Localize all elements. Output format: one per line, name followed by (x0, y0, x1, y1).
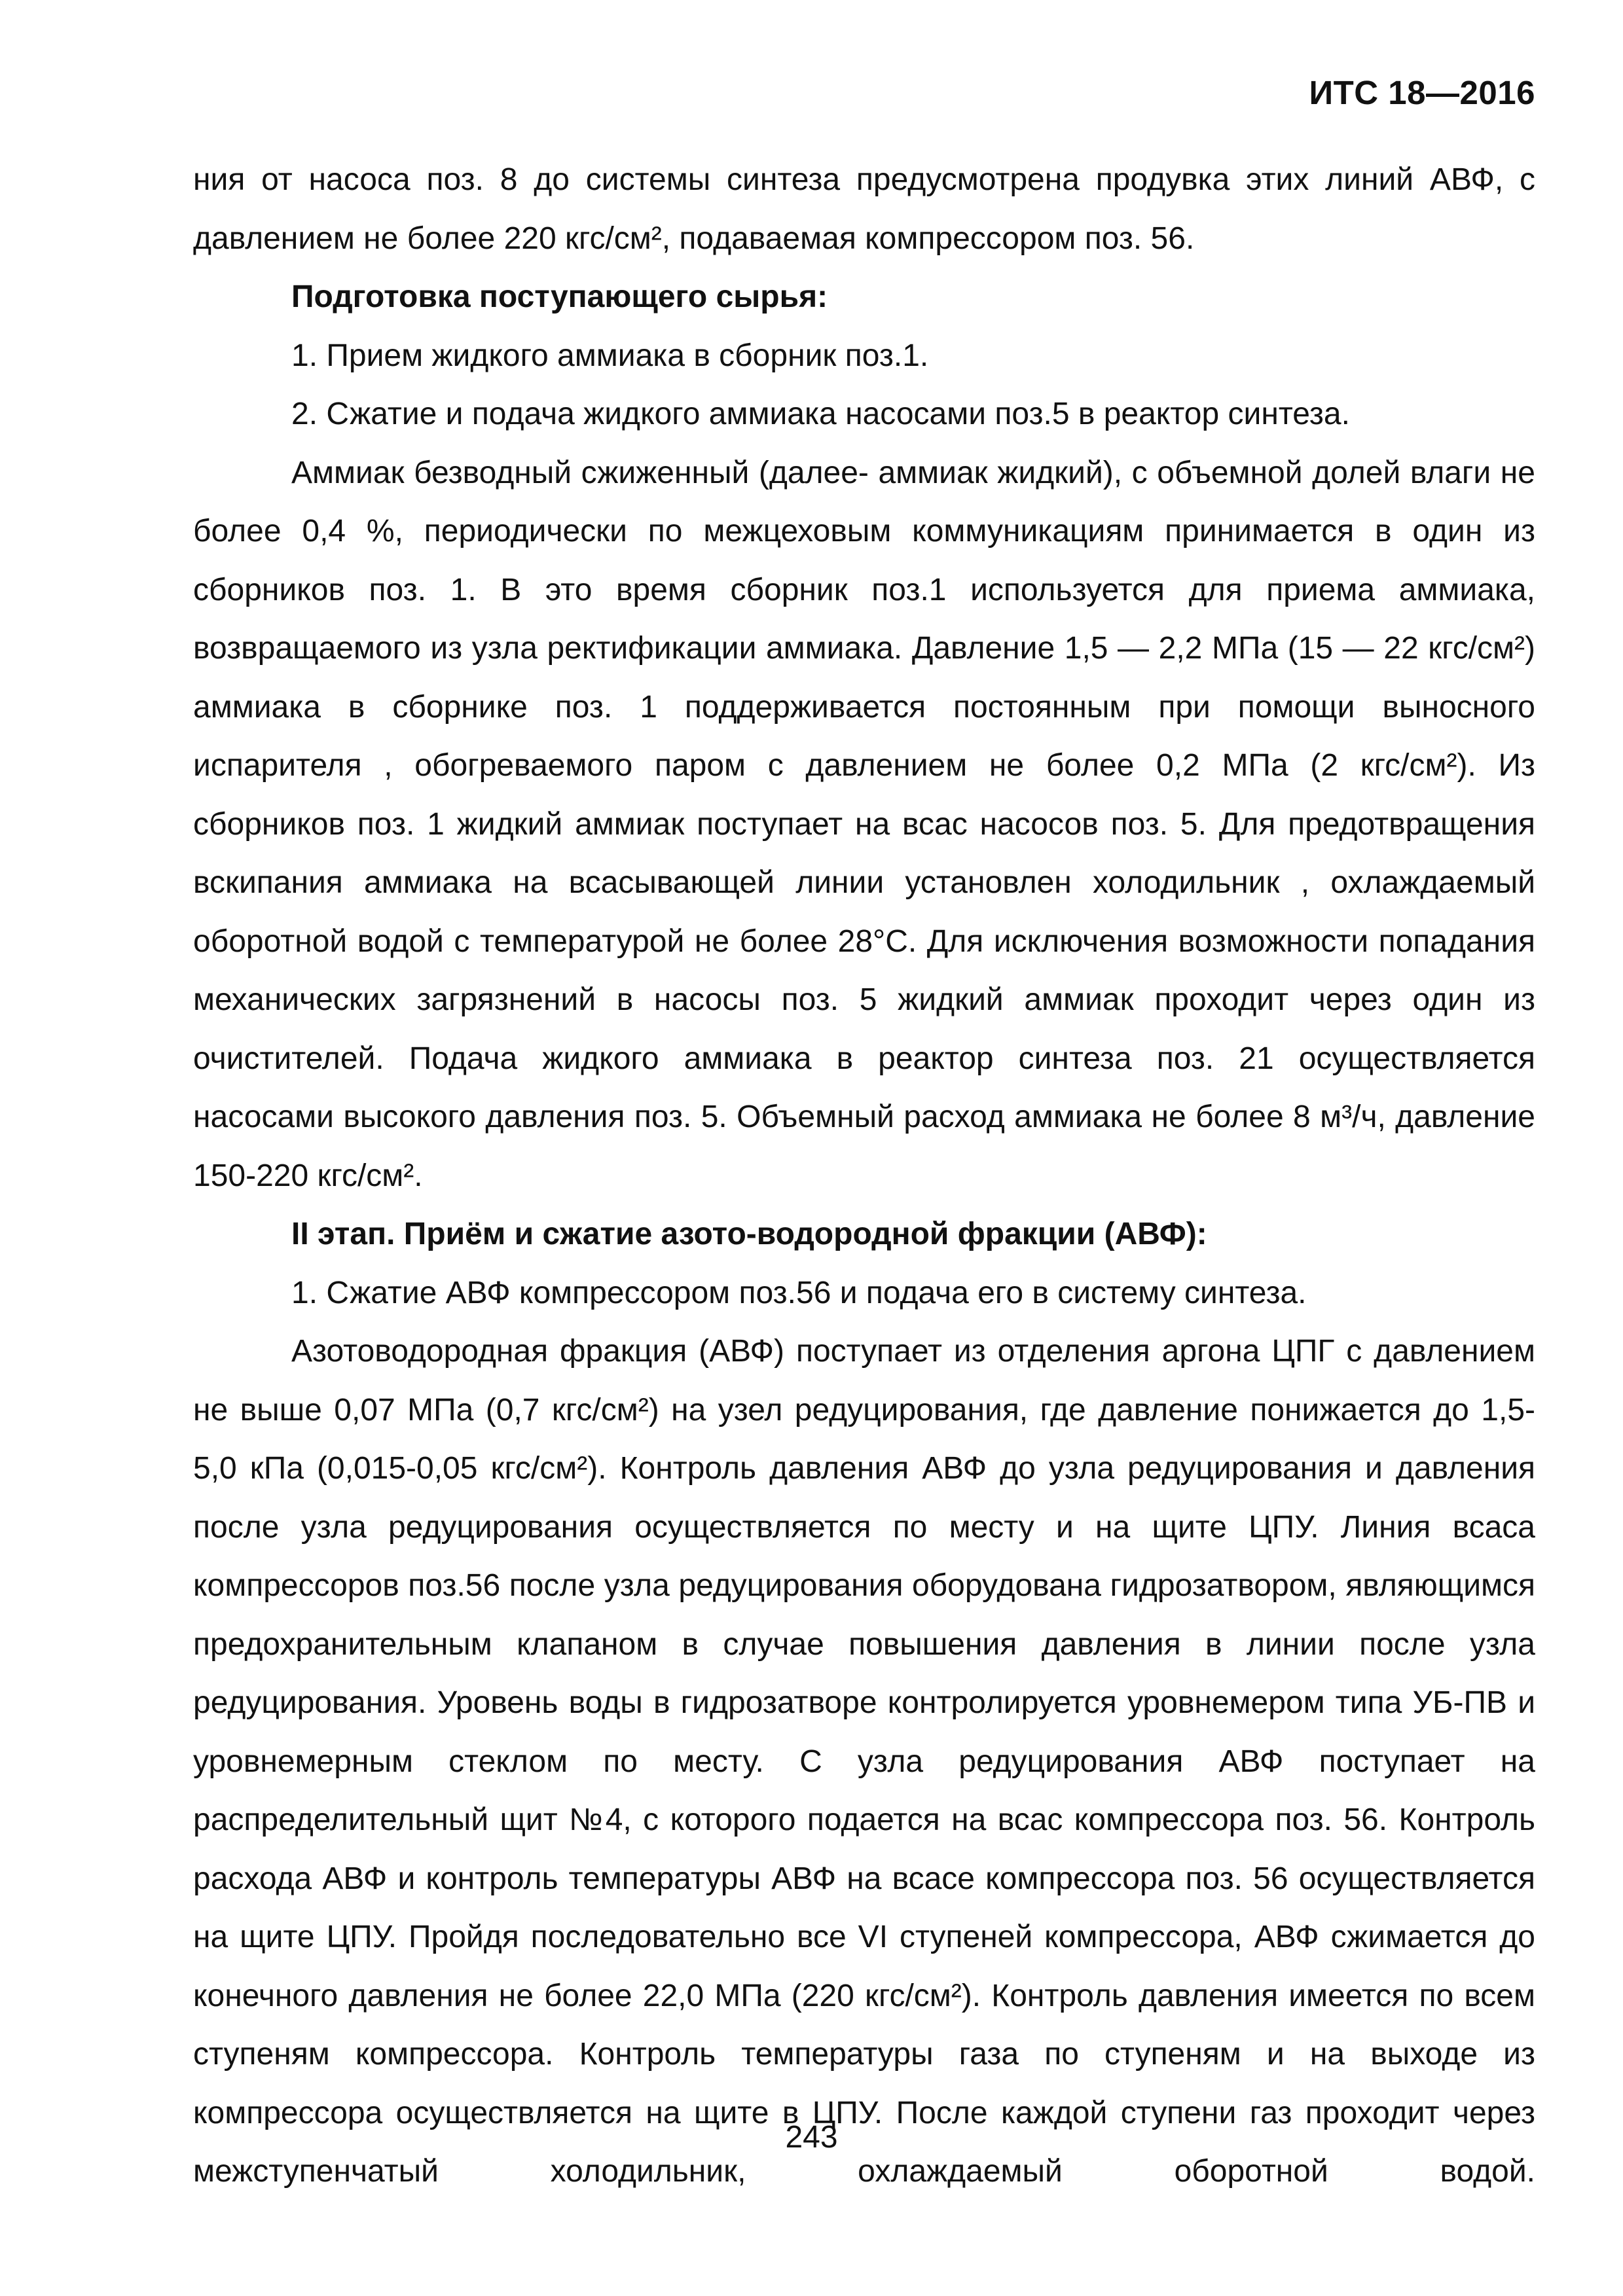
paragraph-avf: Азотоводородная фракция (АВФ) поступает из отделения аргона ЦПГ с давлением не выше 0,07 МПа (0,7 кгс/см²) на узел редуцирования, где давление понижается до 1,5-5,0 кПа (0,015-0,05 кгс/см²). Контроль давления АВФ до узла редуцирования и давления после узла редуцирования осуществляется по месту и на щите ЦПУ. Линия всаса компрессоров поз.56 после узла редуцирования оборудована гидрозатвором, являющимся предохранительным клапаном в случае повышения давления в линии после узла редуцирования. Уровень воды в гидрозатворе контролируется уровнемером типа УБ-ПВ и уровнемерным стеклом по месту. С узла редуцирования АВФ поступает на распределительный щит №4, с которого подается на всас компрессора поз. 56. Контроль расхода АВФ и контроль температуры АВФ на всасе компрессора поз. 56 осуществляется на щите ЦПУ. Пройдя последовательно все VI ступеней компрессора, АВФ сжимается до конечного давления не более 22,0 МПа (220 кгс/см²). Контроль давления имеется по всем ступеням компрессора. Контроль температуры газа по ступеням и на выходе из компрессора осуществляется на щите в ЦПУ. После каждой ступени газ проходит через межступенчатый холодильник, охлаждаемый оборотной водой. (193, 1334, 1535, 2189)
list-item-stage-2: 1. Сжатие АВФ компрессором поз.56 и подача его в систему синтеза. (291, 1275, 1307, 1310)
section-heading-raw-material: Подготовка поступающего сырья: (291, 279, 828, 314)
section-heading-stage-2: II этап. Приём и сжатие азото-водородной фракции (АВФ): (291, 1217, 1207, 1251)
page-number: 243 (785, 2120, 838, 2155)
paragraph-continuation: ния от насоса поз. 8 до системы синтеза предусмотрена продувка этих линий АВФ, с давлением не более 220 кгс/см², подаваемая компрессором поз. 56. (193, 162, 1535, 256)
document-code: ИТС 18—2016 (1309, 74, 1535, 111)
list-item-1: 1. Прием жидкого аммиака в сборник поз.1. (291, 338, 929, 373)
paragraph-ammonia: Аммиак безводный сжиженный (далее- аммиак жидкий), с объемной долей влаги не более 0,4 %, периодически по межцеховым коммуникациям принимается в один из сборников поз. 1. В это время сборник поз.1 используется для приема аммиака, возвращаемого из узла ректификации аммиака. Давление 1,5 — 2,2 МПа (15 — 22 кгс/см²) аммиака в сборнике поз. 1 поддерживается постоянным при помощи выносного испарителя , обогреваемого паром с давлением не более 0,2 МПа (2 кгс/см²). Из сборников поз. 1 жидкий аммиак поступает на всас насосов поз. 5. Для предотвращения вскипания аммиака на всасывающей линии установлен холодильник , охлаждаемый оборотной водой с температурой не более 28°С. Для исключения возможности попадания механических загрязнений в насосы поз. 5 жидкий аммиак проходит через один из очистителей. Подача жидкого аммиака в реактор синтеза поз. 21 осуществляется насосами высокого давления поз. 5. Объемный расход аммиака не более 8 м³/ч, давление 150-220 кгс/см². (193, 455, 1535, 1193)
document-body (193, 151, 1535, 2201)
list-item-2: 2. Сжатие и подача жидкого аммиака насосами поз.5 в реактор синтеза. (291, 397, 1350, 431)
